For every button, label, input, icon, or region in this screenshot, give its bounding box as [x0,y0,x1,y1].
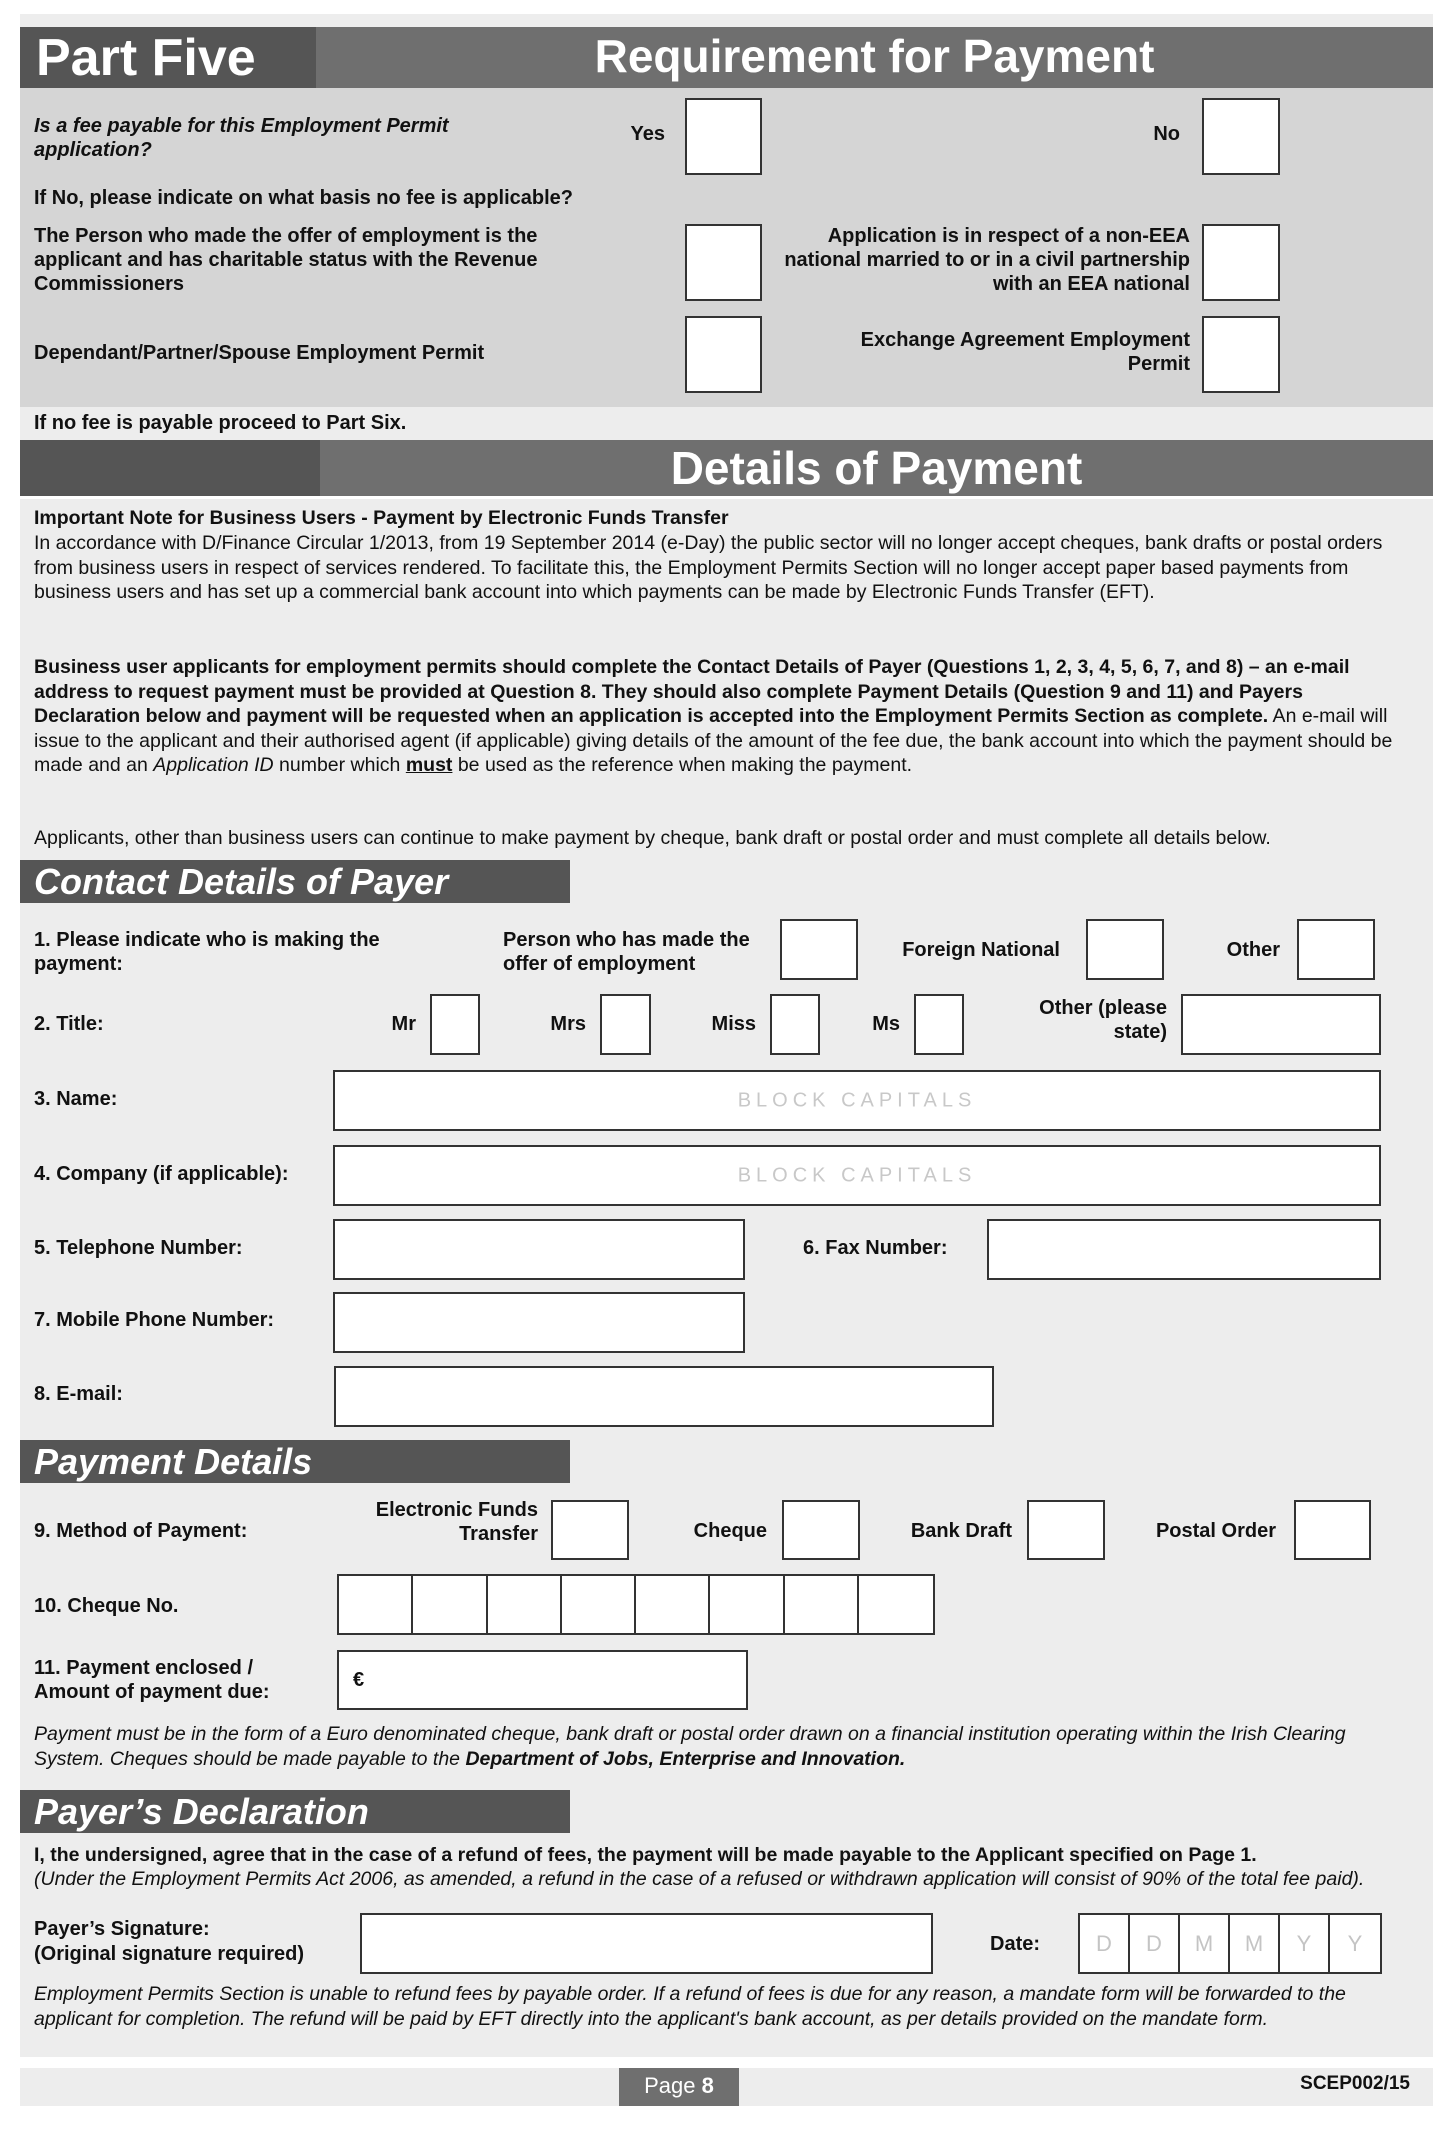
payee-department: Department of Jobs, Enterprise and Innovation. [465,1747,906,1770]
q1-foreign-national-checkbox[interactable] [1086,919,1164,980]
details-header-bar [320,440,1433,496]
page-prefix: Page [644,2073,702,2098]
payment-details-title: Payment Details [34,1441,313,1482]
q1-employer-checkbox[interactable] [780,919,858,980]
q1-other-checkbox[interactable] [1297,919,1375,980]
name-input[interactable] [333,1070,1381,1131]
company-input[interactable] [333,1145,1381,1206]
method-cheque-label: Cheque [693,1520,767,1542]
fee-yes-checkbox[interactable] [685,98,762,175]
part-label: Part Five [36,29,256,87]
signature-sublabel: (Original signature required) [34,1943,305,1965]
option-dependant-label: Dependant/Partner/Spouse Employment Permit [34,342,485,364]
q2-label: 2. Title: [34,1013,104,1035]
q11-label: 11. Payment enclosed / Amount of payment due: [34,1657,270,1703]
title-miss-label: Miss [711,1013,756,1035]
method-eft-checkbox[interactable] [551,1500,629,1560]
method-postal-order-label: Postal Order [1155,1520,1276,1542]
must-emphasis: must [405,754,453,776]
payment-amount-input[interactable] [337,1650,748,1710]
declaration-header [20,1790,570,1833]
business-instructions-text-2: number which [273,754,406,776]
q8-label: 8. E-mail: [34,1383,123,1405]
cheque-digit-cell[interactable] [413,1576,487,1633]
name-placeholder: BLOCK CAPITALS [737,1089,977,1111]
option-dependant-checkbox[interactable] [685,316,762,393]
section-title-bar [316,27,1433,88]
date-label: Date: [990,1933,1041,1955]
form-code: SCEP002/15 [1300,2073,1410,2094]
q3-label: 3. Name: [34,1088,118,1110]
q5-label: 5. Telephone Number: [34,1237,243,1259]
business-note-heading: Important Note for Business Users - Payment by Electronic Funds Transfer [34,507,729,529]
option-eea-spouse-label: Application is in respect of a non-EEA national married to or in a civil partnership with an EEA national [784,225,1190,295]
signature-box[interactable] [360,1913,933,1974]
fax-input[interactable] [987,1219,1381,1280]
title-mrs-label: Mrs [550,1013,586,1035]
title-other-input[interactable] [1181,994,1381,1055]
option-exchange-label: Exchange Agreement Employment Permit [860,329,1190,375]
details-title: Details of Payment [670,442,1083,494]
q7-label: 7. Mobile Phone Number: [34,1309,275,1331]
basis-question: If No, please indicate on what basis no fee is applicable? [34,187,574,209]
cheque-digit-cell[interactable] [710,1576,784,1633]
business-instructions-bold: Business user applicants for employment permits should complete the Contact Details of Payer (Questions 1, 2, 3, 4, 5, 6, 7, and 8) – an e-mail address to request payment must be provided at Question 8. They should also complete Payment Details (Question 9 and 11) and Payers Declaration below and payment will be requested when an application is accepted into the Employment Permits Section as complete. [34,656,1350,727]
method-bank-draft-checkbox[interactable] [1027,1500,1105,1560]
q1-label: 1. Please indicate who is making the payment: [34,929,380,975]
refund-note: Employment Permits Section is unable to refund fees by payable order. If a refund of fees is due for any reason, a mandate form will be forwarded to the applicant for completion. The refund will be paid by EFT directly into the applicant's bank account, as per details provided on the mandate form. [34,1983,1346,2030]
contact-details-header [20,860,570,903]
cheque-digit-cell[interactable] [562,1576,636,1633]
other-applicants-note: Applicants, other than business users can continue to make payment by cheque, bank draft or postal order and must complete all details below. [34,827,1271,849]
part-label-bar [20,27,316,88]
title-mr-checkbox[interactable] [430,994,480,1055]
declaration-statement: I, the undersigned, agree that in the case of a refund of fees, the payment will be made payable to the Applicant specified on Page 1. [34,1844,1257,1866]
payment-form-note-text: Payment must be in the form of a Euro denominated cheque, bank draft or postal order drawn on a financial institution operating within the Irish Clearing System. Cheques should be made payable to the [34,1723,1346,1770]
option-charitable-label: The Person who made the offer of employment is the applicant and has charitable status with the Revenue Commissioners [34,225,538,295]
fee-no-checkbox[interactable] [1202,98,1280,175]
euro-symbol: € [353,1669,365,1691]
q1-option-other-label: Other [1226,939,1280,961]
method-cheque-checkbox[interactable] [782,1500,860,1560]
signature-label: Payer’s Signature: [34,1918,210,1940]
q9-label: 9. Method of Payment: [34,1520,248,1542]
date-input[interactable] [1078,1913,1382,1974]
cheque-digit-cell[interactable] [785,1576,859,1633]
application-id-term: Application ID [153,754,274,776]
payment-details-header [20,1440,570,1483]
method-bank-draft-label: Bank Draft [910,1520,1012,1542]
business-instructions-text-3: be used as the reference when making the payment. [452,754,913,776]
title-other-label: Other (please state) [1039,997,1167,1043]
q10-label: 10. Cheque No. [34,1595,179,1617]
method-eft-label: Electronic Funds Transfer [375,1499,538,1545]
q6-label: 6. Fax Number: [803,1237,948,1259]
business-note-body: In accordance with D/Finance Circular 1/2013, from 19 September 2014 (e-Day) the public sector will no longer accept cheques, bank drafts or postal orders from business users in respect of services rendered. To facilitate this, the Employment Permits Section will no longer accept paper based payments from business users and has set up a commercial bank account into which payments can be made by Electronic Funds Transfer (EFT). [34,532,1383,603]
yes-label: Yes [630,123,665,145]
details-header-left [20,440,320,496]
business-instructions [34,655,1414,778]
section-title: Requirement for Payment [594,30,1155,82]
fee-question: Is a fee payable for this Employment Permit application? [34,115,449,161]
option-eea-spouse-checkbox[interactable] [1202,224,1280,301]
cheque-number-input[interactable] [337,1574,935,1635]
method-postal-order-checkbox[interactable] [1294,1500,1371,1560]
title-miss-checkbox[interactable] [770,994,820,1055]
option-exchange-checkbox[interactable] [1202,316,1280,393]
company-placeholder: BLOCK CAPITALS [737,1164,977,1186]
email-input[interactable] [334,1366,994,1427]
page-number-badge [619,2068,739,2106]
date-digit-cell[interactable]: M [1230,1915,1280,1972]
date-digit-cell[interactable]: D [1080,1915,1130,1972]
cheque-digit-cell[interactable] [488,1576,562,1633]
cheque-digit-cell[interactable] [859,1576,933,1633]
proceed-note: If no fee is payable proceed to Part Six. [34,412,407,434]
title-ms-label: Ms [872,1013,900,1035]
date-digit-cell[interactable]: D [1130,1915,1180,1972]
q1-option-foreign-national-label: Foreign National [902,939,1060,961]
cheque-digit-cell[interactable] [339,1576,413,1633]
no-label: No [1153,123,1180,145]
top-strip [20,14,1433,27]
declaration-act-note: (Under the Employment Permits Act 2006, as amended, a refund in the case of a refused or withdrawn application will consist of 90% of the total fee paid). [34,1868,1365,1890]
title-ms-checkbox[interactable] [914,994,964,1055]
telephone-input[interactable] [333,1219,745,1280]
cheque-digit-cell[interactable] [636,1576,710,1633]
payment-form-note [34,1722,1414,1771]
q1-option-employer-label: Person who has made the offer of employment [503,929,750,975]
title-mrs-checkbox[interactable] [600,994,651,1055]
q4-label: 4. Company (if applicable): [34,1163,289,1185]
date-digit-cell[interactable]: Y [1347,1931,1363,1956]
date-digit-cell[interactable]: Y [1280,1915,1330,1972]
mobile-input[interactable] [333,1292,745,1353]
page-number: 8 [701,2073,714,2098]
business-instructions-text-1: An e-mail will issue to the applicant and their authorised agent (if applicable) giving details of the amount of the fee due, the bank account into which the payment should be made and an [34,705,1393,776]
title-mr-label: Mr [391,1013,416,1035]
contact-details-title: Contact Details of Payer [34,861,449,902]
date-digit-cell[interactable]: M [1180,1915,1230,1972]
declaration-title: Payer’s Declaration [34,1791,369,1832]
option-charitable-checkbox[interactable] [685,224,762,301]
